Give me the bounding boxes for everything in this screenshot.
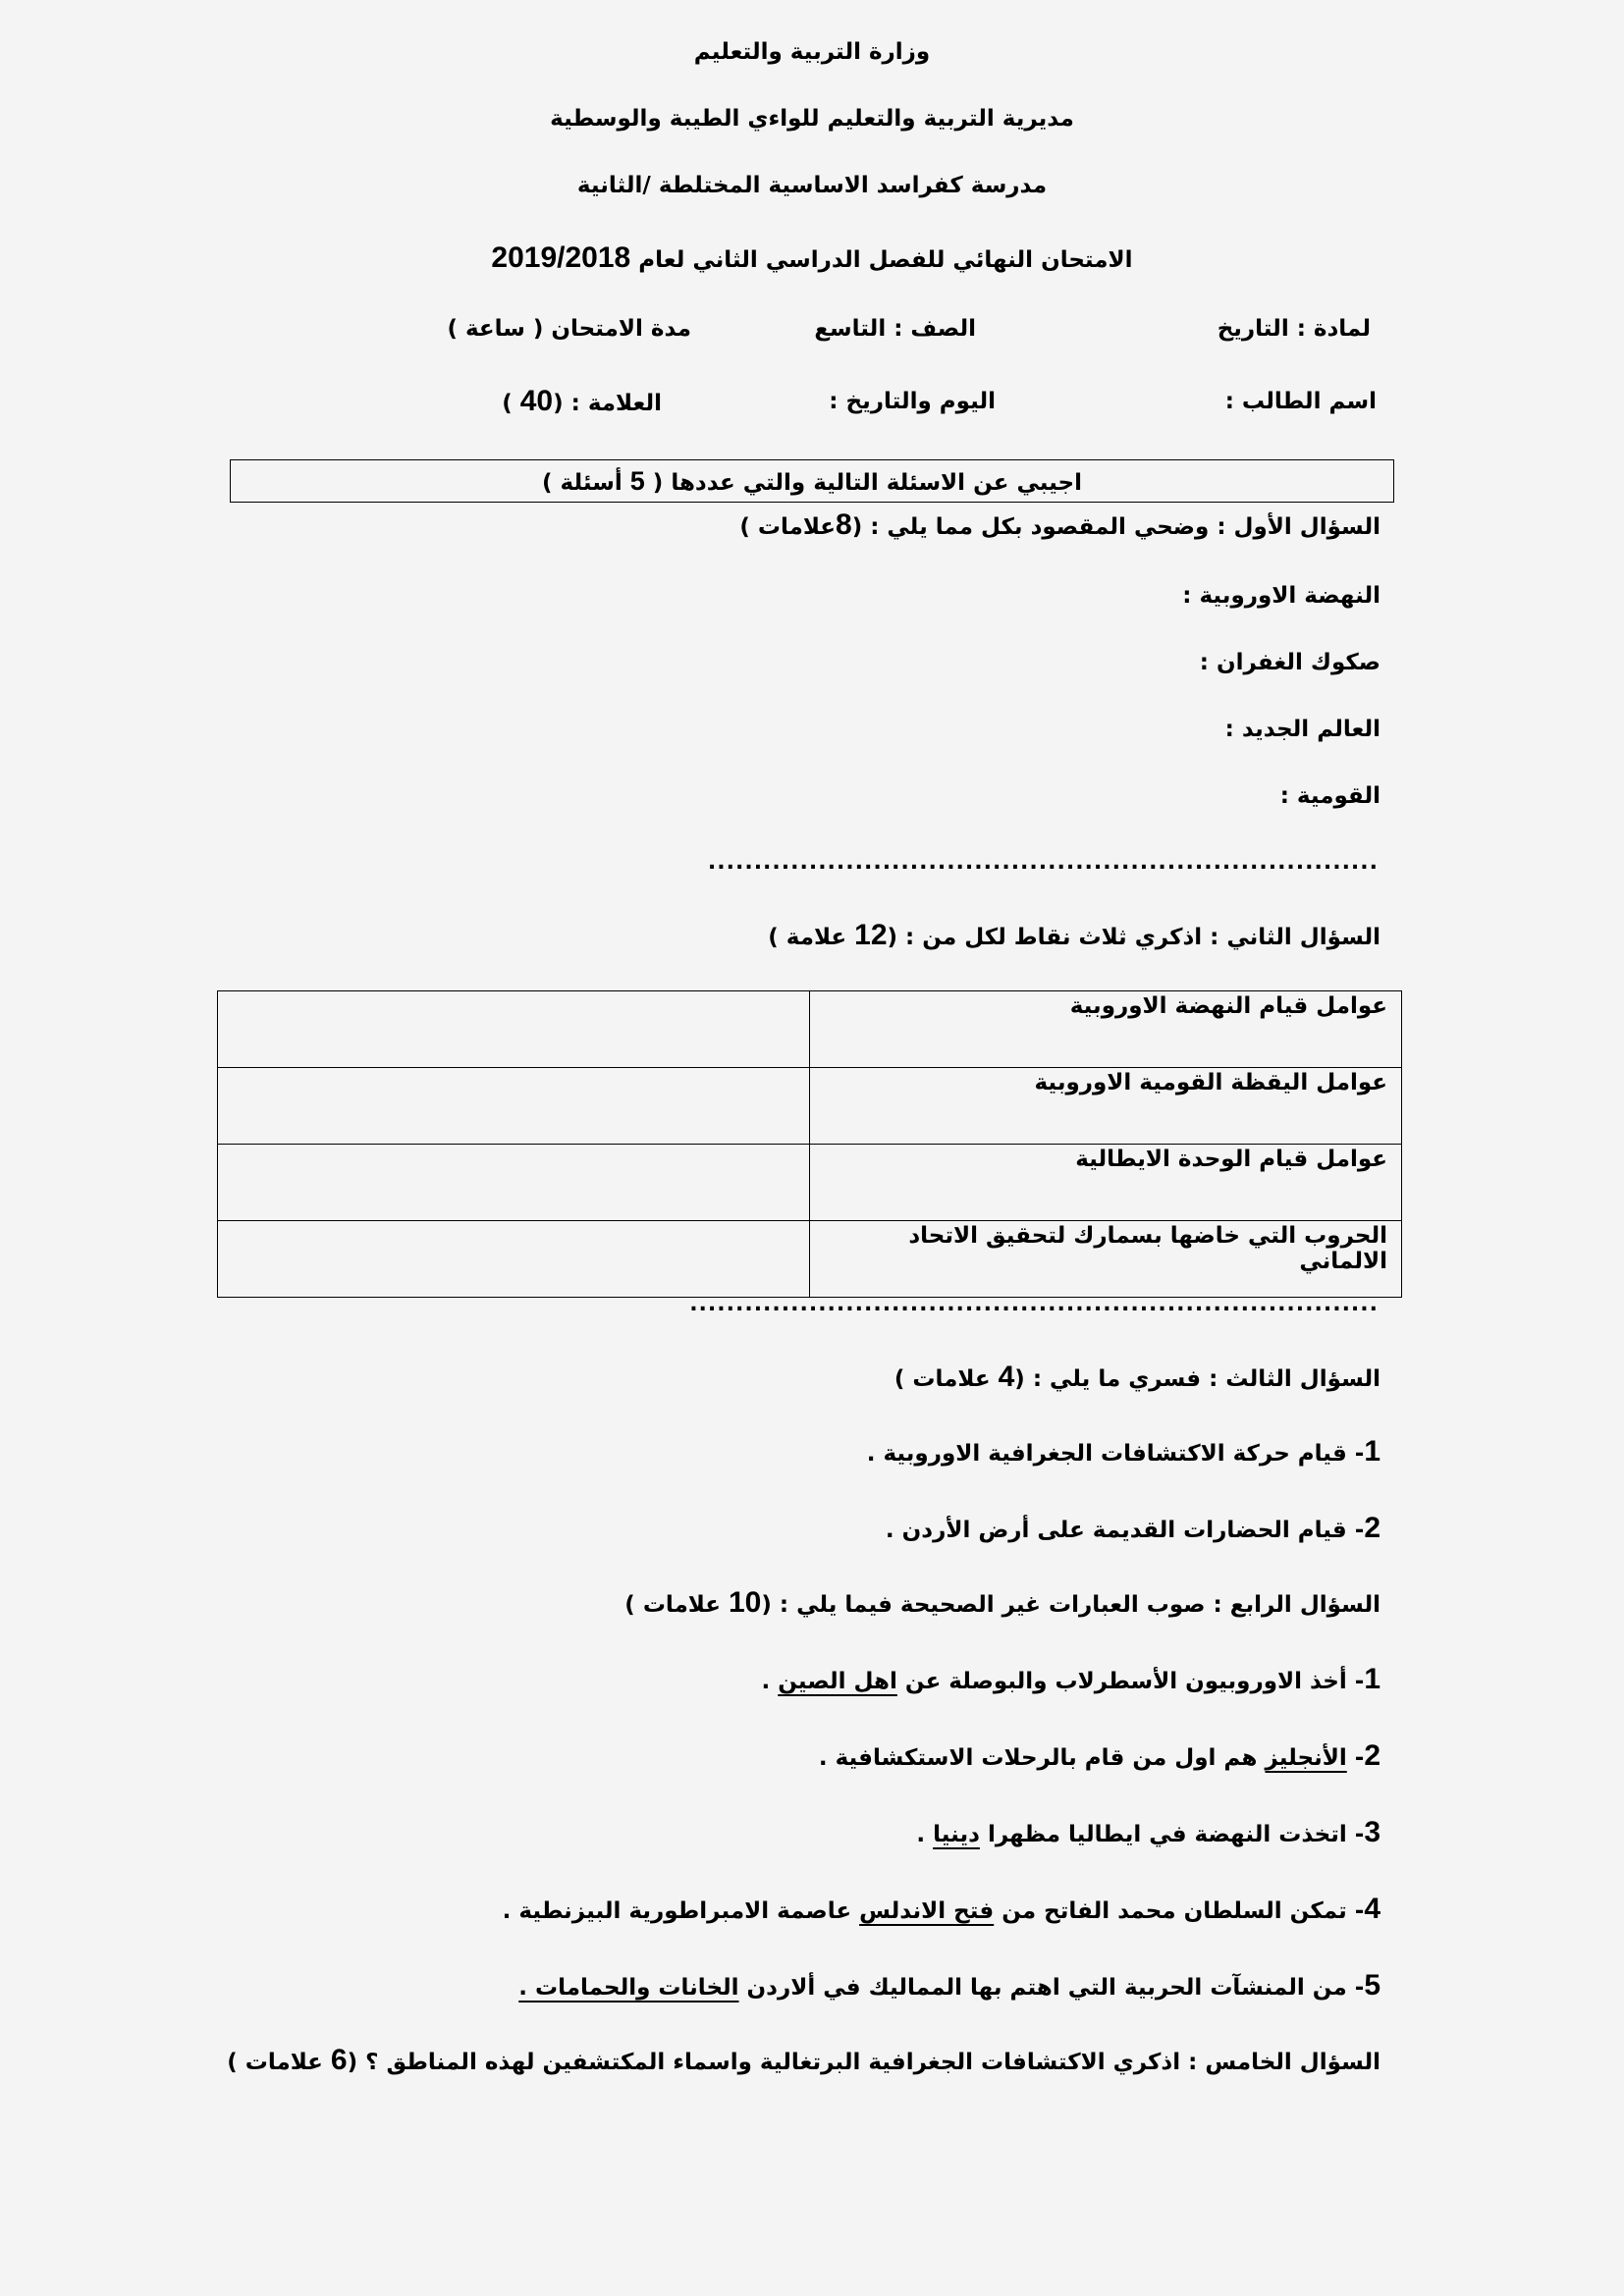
q3-marks: 4 <box>998 1361 1015 1393</box>
q1-term-1: النهضة الاوروبية : <box>1182 583 1380 609</box>
q1-title <box>739 508 1380 542</box>
q3-title <box>894 1361 1380 1394</box>
table-row <box>218 991 1402 1068</box>
q2-dotted-line: ........................................................................... <box>689 1292 1379 1316</box>
q4-item-1 <box>761 1663 1380 1696</box>
q4-item-4-number: 4 <box>1364 1893 1380 1925</box>
directorate-title: مديرية التربية والتعليم للواءي الطيبة والوسطية <box>550 106 1074 132</box>
q4-item-4 <box>503 1893 1380 1926</box>
q2-row-label-2: عوامل اليقظة القومية الاوروبية <box>810 1068 1402 1145</box>
mark-close: ) <box>502 391 520 416</box>
q3-item-2-number: 2 <box>1364 1512 1380 1544</box>
mark-label <box>502 385 662 418</box>
q1-term-2: صكوك الغفران : <box>1199 650 1380 675</box>
q4-item-2-post: هم اول من قام بالرحلات الاستكشافية . <box>818 1745 1266 1771</box>
instructions-text: اجيبي عن الاسئلة التالية والتي عددها ( <box>652 470 1082 496</box>
q3-item-1 <box>867 1435 1380 1468</box>
q2-title-text: السؤال الثاني : اذكري ثلاث نقاط لكل من : ( <box>887 925 1380 950</box>
q2-table <box>217 990 1402 1298</box>
q4-title-text: السؤال الرابع : صوب العبارات غير الصحيحة فيما يلي : ( <box>761 1592 1380 1618</box>
q4-item-5-underlined: الخانات والحمامات . <box>518 1975 739 2001</box>
q4-item-3 <box>916 1816 1380 1849</box>
day-date-label: اليوم والتاريخ : <box>829 389 996 414</box>
exam-year: 2019/2018 <box>491 241 631 274</box>
mark-value: 40 <box>519 385 554 417</box>
q1-marks-suffix: علامات ) <box>739 514 836 540</box>
q2-answer-cell-2[interactable] <box>218 1068 810 1145</box>
q1-marks: 8 <box>836 508 852 541</box>
q4-item-1-pre: - أخذ الاوروبيون الأسطرلاب والبوصلة عن <box>896 1669 1365 1694</box>
q4-item-3-underlined: دينيا <box>933 1822 980 1847</box>
q2-marks-suffix: علامة ) <box>768 925 855 950</box>
q5-marks-suffix: علامات ) <box>227 2050 331 2075</box>
q5-title <box>227 2044 1380 2077</box>
q4-item-4-underlined: فتح الاندلس <box>859 1898 995 1924</box>
mark-label-text: العلامة : ( <box>553 391 662 416</box>
q4-marks-suffix: علامات ) <box>624 1592 729 1618</box>
q2-row-label-4: الحروب التي خاضها بسمارك لتحقيق الاتحاد الالماني <box>810 1221 1402 1298</box>
q4-item-5-number: 5 <box>1364 1969 1380 2002</box>
q1-title-text: السؤال الأول : وضحي المقصود بكل مما يلي : ( <box>851 514 1380 540</box>
student-name-label: اسم الطالب : <box>1224 389 1377 414</box>
table-row <box>218 1221 1402 1298</box>
q2-answer-cell-1[interactable] <box>218 991 810 1068</box>
q2-row-label-1: عوامل قيام النهضة الاوروبية <box>810 991 1402 1068</box>
q3-item-1-text: - قيام حركة الاكتشافات الجغرافية الاوروبية . <box>866 1441 1365 1467</box>
q3-title-text: السؤال الثالث : فسري ما يلي : ( <box>1014 1366 1380 1392</box>
q3-marks-suffix: علامات ) <box>893 1366 999 1392</box>
table-row <box>218 1145 1402 1221</box>
q4-marks: 10 <box>729 1586 762 1619</box>
q4-title <box>624 1586 1380 1620</box>
q5-title-text: السؤال الخامس : اذكري الاكتشافات الجغرافية البرتغالية واسماء المكتشفين لهذه المناطق ؟ ( <box>347 2050 1380 2075</box>
q4-item-3-number: 3 <box>1364 1816 1380 1848</box>
q2-marks: 12 <box>854 919 888 951</box>
grade-label: الصف : التاسع <box>814 316 976 342</box>
q2-answer-cell-3[interactable] <box>218 1145 810 1221</box>
q4-item-2-underlined: الأنجليز <box>1265 1745 1347 1771</box>
duration-label: مدة الامتحان ( ساعة ) <box>447 316 691 342</box>
q1-term-3: العالم الجديد : <box>1224 717 1380 742</box>
q1-term-4: القومية : <box>1279 783 1380 809</box>
exam-title-text: الامتحان النهائي للفصل الدراسي الثاني لعام <box>638 247 1133 273</box>
school-title: مدرسة كفراسد الاساسية المختلطة /الثانية <box>576 173 1048 198</box>
instructions-box <box>230 459 1394 503</box>
instructions-suffix: أسئلة ) <box>541 470 630 496</box>
q2-title <box>768 919 1380 952</box>
q4-item-2-number: 2 <box>1364 1739 1380 1772</box>
q4-item-1-post: . <box>761 1669 779 1694</box>
instructions-count: 5 <box>629 466 645 496</box>
q4-item-3-pre: - اتخذت النهضة في ايطاليا مظهرا <box>979 1822 1365 1847</box>
q4-item-4-post: عاصمة الامبراطورية البيزنطية . <box>502 1898 860 1924</box>
q4-item-5 <box>518 1969 1380 2002</box>
q3-item-1-number: 1 <box>1364 1435 1380 1468</box>
q4-item-2-pre: - <box>1346 1745 1365 1771</box>
exam-title <box>0 241 1624 275</box>
q4-item-4-pre: - تمكن السلطان محمد الفاتح من <box>994 1898 1365 1924</box>
q3-item-2 <box>886 1512 1380 1545</box>
table-row <box>218 1068 1402 1145</box>
ministry-title: وزارة التربية والتعليم <box>693 39 931 65</box>
q4-item-1-number: 1 <box>1364 1663 1380 1695</box>
q4-item-2 <box>819 1739 1380 1773</box>
q3-item-2-text: - قيام الحضارات القديمة على أرض الأردن . <box>885 1518 1365 1543</box>
subject-label: لمادة : التاريخ <box>1217 316 1371 342</box>
q4-item-1-underlined: اهل الصين <box>778 1669 897 1694</box>
q2-answer-cell-4[interactable] <box>218 1221 810 1298</box>
q2-row-label-3: عوامل قيام الوحدة الايطالية <box>810 1145 1402 1221</box>
q4-item-5-pre: - من المنشآت الحربية التي اهتم بها المماليك في ألاردن <box>738 1975 1365 2001</box>
q5-marks: 6 <box>330 2044 348 2076</box>
q4-item-3-post: . <box>916 1822 934 1847</box>
q1-dotted-line: ......................................................................... <box>707 850 1379 875</box>
